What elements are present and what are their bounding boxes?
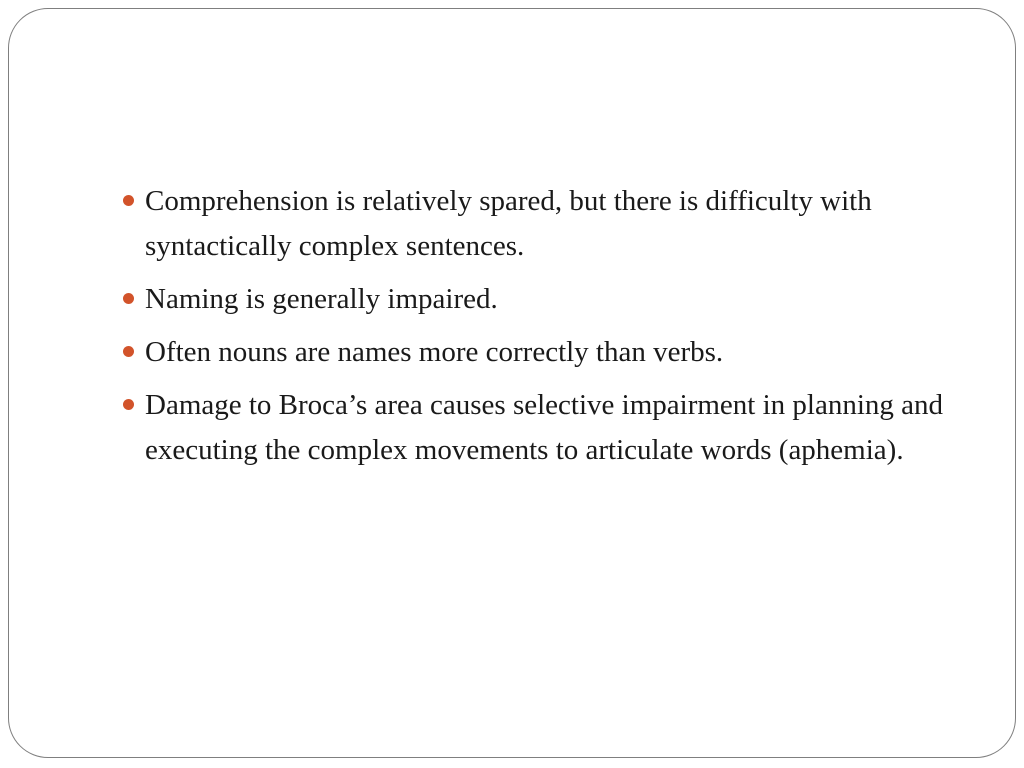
bullet-text: Naming is generally impaired.	[145, 283, 498, 315]
bullet-icon	[123, 399, 134, 410]
bullet-item	[114, 383, 984, 473]
bullet-text: Damage to Broca’s area causes selective impairment in planning and executing the complex movements to articulate words (aphemia).	[145, 389, 944, 466]
bullet-item	[114, 330, 984, 375]
bullet-list	[114, 179, 984, 481]
bullet-item	[114, 179, 984, 269]
bullet-icon	[123, 346, 134, 357]
slide-frame	[8, 8, 1016, 758]
bullet-item	[114, 277, 984, 322]
bullet-icon	[123, 293, 134, 304]
bullet-text: Comprehension is relatively spared, but there is difficulty with syntactically complex sentences.	[145, 185, 872, 262]
bullet-text: Often nouns are names more correctly than verbs.	[145, 336, 724, 368]
bullet-icon	[123, 195, 134, 206]
